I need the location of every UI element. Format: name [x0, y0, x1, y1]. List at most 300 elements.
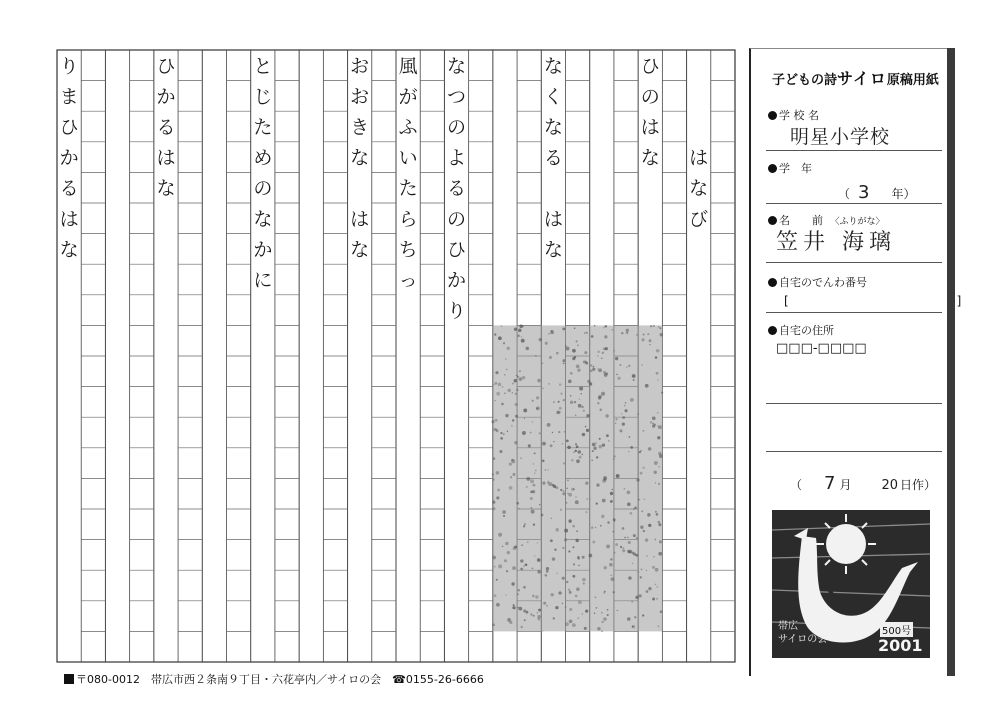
smudge-speck [652, 566, 655, 569]
smudge-speck [492, 500, 495, 503]
smudge-speck [658, 521, 661, 524]
smudge-speck [565, 345, 566, 346]
smudge-speck [500, 432, 502, 434]
smudge-speck [568, 380, 572, 384]
smudge-speck [505, 542, 508, 545]
smudge-speck [492, 473, 494, 475]
smudge-speck [583, 410, 585, 412]
smudge-speck [511, 459, 514, 462]
smudge-speck [640, 526, 643, 529]
smudge-speck [617, 610, 618, 611]
square-icon [64, 674, 74, 684]
smudge-speck [534, 472, 535, 473]
smudge-speck [592, 368, 595, 371]
smudge-speck [507, 431, 509, 433]
smudge-speck [596, 442, 597, 443]
smudge-speck [530, 491, 533, 494]
smudge-speck [512, 392, 514, 394]
smudge-speck [647, 513, 650, 516]
manuscript-char: り [59, 55, 79, 78]
smudge-speck [603, 617, 606, 620]
smudge-speck [493, 507, 496, 510]
smudge-speck [655, 568, 659, 572]
smudge-speck [539, 504, 541, 506]
smudge-speck [585, 361, 587, 363]
smudge-speck [568, 589, 570, 591]
smudge-speck [492, 623, 495, 626]
smudge-speck [495, 429, 497, 431]
smudge-speck [584, 332, 586, 334]
smudge-speck [543, 602, 546, 605]
manuscript-char: ら [398, 208, 418, 231]
smudge-speck [585, 481, 588, 484]
smudge-speck [657, 412, 659, 414]
smudge-speck [566, 347, 570, 351]
smudge-speck [493, 384, 494, 385]
manuscript-char: る [543, 147, 563, 170]
smudge-speck [568, 519, 571, 522]
smudge-speck [562, 359, 565, 362]
smudge-speck [524, 619, 526, 621]
smudge-speck [521, 336, 522, 337]
smudge-speck [506, 369, 508, 371]
smudge-speck [601, 357, 603, 359]
smudge-speck [512, 382, 514, 384]
smudge-speck [601, 392, 605, 396]
smudge-speck [592, 450, 594, 452]
divider [766, 203, 942, 204]
smudge-speck [548, 482, 552, 486]
smudge-speck [640, 576, 642, 578]
address-line [766, 403, 942, 404]
smudge-speck [608, 440, 610, 442]
manuscript-char: か [156, 85, 176, 108]
smudge-speck [640, 450, 642, 452]
smudge-speck [550, 330, 554, 334]
smudge-speck [598, 395, 601, 398]
smudge-speck [526, 477, 530, 481]
smudge-speck [522, 376, 525, 379]
smudge-speck [596, 483, 599, 486]
manuscript-char: く [543, 85, 563, 108]
smudge-speck [560, 509, 562, 511]
smudge-speck [610, 500, 613, 503]
smudge-speck [569, 591, 572, 594]
smudge-speck [628, 451, 629, 452]
manuscript-char: か [253, 238, 273, 261]
smudge-speck [530, 432, 532, 434]
smudge-speck [586, 332, 588, 334]
smudge-speck [538, 618, 540, 620]
manuscript-char: お [350, 55, 370, 78]
smudge-speck [625, 409, 628, 412]
manuscript-char: の [640, 85, 660, 108]
smudge-speck [653, 556, 654, 557]
school-label: 学 校 名 [768, 107, 819, 123]
smudge-speck [593, 447, 596, 450]
smudge-speck [655, 356, 658, 359]
smudge-speck [524, 524, 526, 526]
smudge-speck [649, 344, 650, 345]
smudge-speck [509, 621, 512, 624]
smudge-speck [615, 418, 617, 420]
divider [766, 150, 942, 151]
smudge-speck [500, 437, 503, 440]
smudge-speck [578, 450, 581, 453]
smudge-texture [491, 325, 663, 633]
smudge-speck [613, 518, 616, 521]
smudge-speck [521, 544, 523, 546]
smudge-speck [553, 401, 555, 403]
smudge-speck [562, 603, 564, 605]
smudge-speck [591, 460, 592, 461]
smudge-speck [523, 566, 524, 567]
smudge-speck [498, 383, 502, 387]
smudge-speck [494, 400, 496, 402]
smudge-speck [613, 350, 614, 351]
smudge-speck [515, 393, 517, 395]
smudge-speck [509, 462, 512, 465]
smudge-speck [582, 578, 586, 582]
smudge-speck [536, 612, 538, 614]
smudge-speck [564, 431, 566, 433]
smudge-speck [531, 507, 533, 509]
smudge-speck [554, 549, 556, 551]
smudge-speck [634, 507, 637, 510]
smudge-speck [511, 425, 512, 426]
smudge-speck [571, 459, 573, 461]
smudge-speck [597, 351, 599, 353]
smudge-speck [509, 486, 513, 490]
smudge-speck [537, 379, 541, 383]
smudge-speck [533, 484, 536, 487]
smudge-speck [639, 594, 642, 597]
smudge-speck [620, 546, 622, 548]
smudge-speck [658, 425, 662, 429]
smudge-speck [610, 577, 614, 581]
smudge-speck [514, 441, 517, 444]
smudge-speck [530, 497, 533, 500]
smudge-speck [636, 478, 639, 481]
grade-field: （ 3 年） [838, 182, 916, 203]
smudge-speck [569, 608, 572, 611]
smudge-speck [519, 377, 523, 381]
smudge-speck [535, 470, 536, 471]
smudge-speck [496, 603, 500, 607]
smudge-speck [528, 444, 531, 447]
smudge-speck [514, 379, 517, 382]
smudge-speck [542, 442, 546, 446]
smudge-speck [632, 374, 636, 378]
smudge-speck [573, 563, 575, 565]
smudge-speck [592, 443, 596, 447]
smudge-speck [602, 499, 606, 503]
name-label: 名 前 〈ふりがな〉 [768, 212, 885, 228]
smudge-speck [533, 463, 534, 464]
smudge-speck [534, 556, 535, 557]
smudge-speck [613, 531, 614, 532]
smudge-speck [596, 607, 598, 609]
manuscript-char: ひ [156, 55, 176, 78]
smudge-speck [585, 511, 587, 513]
manuscript-char: つ [447, 85, 467, 108]
manuscript-char: な [543, 55, 563, 78]
smudge-speck [656, 598, 658, 600]
smudge-speck [496, 496, 499, 499]
smudge-speck [524, 563, 527, 566]
smudge-speck [597, 627, 601, 631]
smudge-area [493, 325, 663, 631]
manuscript-char: な [447, 55, 467, 78]
smudge-speck [657, 425, 658, 426]
smudge-speck [533, 615, 535, 617]
name-value: 笠井 海璃 [776, 230, 896, 255]
smudge-speck [656, 372, 659, 375]
smudge-speck [542, 630, 543, 631]
manuscript-char: な [640, 147, 660, 170]
smudge-speck [606, 434, 609, 437]
smudge-speck [582, 433, 585, 436]
smudge-speck [617, 377, 620, 380]
bullet-icon [768, 111, 777, 120]
smudge-speck [654, 471, 657, 474]
smudge-speck [629, 436, 631, 438]
smudge-speck [572, 349, 576, 353]
title-brand: サイロ [837, 69, 887, 88]
manuscript-char: な [253, 208, 273, 231]
smudge-speck [647, 333, 649, 335]
smudge-speck [523, 409, 527, 413]
smudge-speck [539, 338, 542, 341]
smudge-speck [523, 609, 526, 612]
smudge-speck [574, 401, 576, 403]
smudge-speck [584, 351, 587, 354]
smudge-speck [627, 502, 631, 506]
smudge-speck [603, 327, 604, 328]
date-month: 7 [824, 473, 836, 494]
divider [766, 312, 942, 313]
date-field: （ 7 月 20 日作） [790, 473, 937, 494]
smudge-speck [535, 355, 536, 356]
smudge-speck [641, 568, 643, 570]
smudge-speck [506, 346, 510, 350]
smudge-speck [627, 491, 631, 495]
smudge-speck [658, 326, 659, 327]
footer-address: 〒080-0012 帯広市西２条南９丁目・六花亭内／サイロの会 ☎0155-26-6666 [64, 671, 484, 687]
smudge-speck [546, 605, 548, 607]
smudge-speck [622, 416, 625, 419]
smudge-speck [622, 547, 624, 549]
smudge-speck [573, 488, 575, 490]
smudge-speck [589, 554, 593, 558]
smudge-speck [596, 502, 598, 504]
smudge-speck [582, 613, 583, 614]
smudge-speck [567, 446, 570, 449]
smudge-speck [545, 342, 548, 345]
smudge-speck [499, 450, 502, 453]
smudge-speck [572, 575, 575, 578]
smudge-speck [566, 439, 569, 442]
title-prefix: 子どもの詩 [772, 73, 838, 88]
smudge-speck [505, 414, 508, 417]
smudge-speck [610, 575, 612, 577]
smudge-speck [532, 421, 534, 423]
smudge-speck [576, 364, 580, 368]
manuscript-char: と [253, 55, 273, 78]
smudge-speck [491, 420, 494, 423]
smudge-speck [505, 594, 506, 595]
smudge-speck [654, 461, 658, 465]
smudge-speck [607, 614, 609, 616]
smudge-speck [642, 338, 645, 341]
smudge-speck [532, 400, 534, 402]
smudge-speck [511, 582, 514, 585]
smudge-speck [626, 332, 629, 335]
smudge-speck [562, 577, 565, 580]
manuscript-char: は [689, 147, 709, 170]
bullet-icon [768, 164, 777, 173]
form-title [772, 66, 939, 89]
smudge-speck [574, 450, 577, 453]
smudge-speck [514, 328, 517, 331]
manuscript-char: っ [398, 269, 418, 292]
smudge-speck [638, 499, 640, 501]
smudge-speck [658, 552, 662, 556]
smudge-speck [633, 552, 636, 555]
smudge-speck [516, 502, 519, 505]
smudge-speck [578, 404, 582, 408]
date-day: 20 [881, 478, 899, 493]
smudge-speck [601, 515, 605, 519]
zip-code-boxes: □□□-□□□□ [776, 341, 867, 356]
address-label: 自宅の住所 [768, 322, 834, 338]
smudge-speck [524, 418, 525, 419]
address-line [766, 451, 942, 452]
smudge-speck [596, 456, 598, 458]
smudge-speck [502, 386, 504, 388]
smudge-speck [558, 591, 561, 594]
smudge-speck [575, 500, 579, 504]
smudge-speck [659, 540, 662, 543]
smudge-speck [545, 574, 547, 576]
smudge-speck [502, 546, 504, 548]
smudge-speck [498, 533, 502, 537]
smudge-speck [565, 622, 569, 626]
smudge-speck [576, 587, 580, 591]
smudge-speck [518, 508, 519, 509]
smudge-speck [548, 333, 549, 334]
smudge-speck [556, 573, 557, 574]
smudge-speck [492, 457, 495, 460]
smudge-speck [548, 481, 549, 482]
smudge-speck [576, 459, 580, 463]
manuscript-char: な [689, 177, 709, 200]
smudge-speck [507, 551, 510, 554]
smudge-speck [626, 329, 629, 332]
smudge-speck [581, 393, 582, 394]
smudge-speck [655, 482, 656, 483]
smudge-speck [496, 392, 500, 396]
smudge-speck [536, 396, 539, 399]
bullet-icon [768, 326, 777, 335]
smudge-speck [542, 459, 545, 462]
smudge-speck [645, 384, 649, 388]
smudge-speck [538, 609, 541, 612]
smudge-speck [555, 606, 558, 609]
smudge-speck [625, 402, 627, 404]
manuscript-char: な [156, 177, 176, 200]
smudge-speck [626, 366, 628, 368]
manuscript-char: り [447, 300, 467, 323]
smudge-speck [615, 543, 618, 546]
smudge-speck [492, 556, 496, 560]
smudge-speck [578, 565, 580, 567]
smudge-speck [599, 409, 601, 411]
smudge-speck [659, 327, 661, 329]
smudge-speck [611, 329, 613, 331]
smudge-speck [526, 486, 528, 488]
smudge-speck [558, 431, 560, 433]
smudge-speck [630, 512, 633, 515]
manuscript-char: る [447, 177, 467, 200]
smudge-speck [613, 591, 615, 593]
smudge-speck [657, 379, 659, 381]
smudge-speck [643, 467, 645, 469]
smudge-speck [515, 415, 518, 418]
smudge-speck [522, 431, 526, 435]
smudge-speck [637, 413, 639, 415]
smudge-speck [517, 334, 520, 337]
smudge-speck [643, 334, 645, 336]
smudge-speck [503, 515, 505, 517]
smudge-speck [652, 598, 655, 601]
smudge-speck [535, 595, 538, 598]
smudge-speck [539, 432, 541, 434]
smudge-speck [566, 581, 568, 583]
smudge-speck [520, 559, 523, 562]
manuscript-char: は [156, 147, 176, 170]
phone-label: 自宅のでんわ番号 [768, 274, 867, 290]
smudge-speck [619, 429, 622, 432]
bullet-icon [768, 278, 777, 287]
smudge-speck [501, 325, 503, 327]
smudge-speck [542, 388, 543, 389]
smudge-speck [622, 527, 625, 530]
manuscript-char: な [543, 238, 563, 261]
smudge-speck [516, 389, 519, 392]
furigana-label: 〈ふりがな〉 [830, 217, 885, 227]
smudge-speck [523, 326, 524, 327]
smudge-speck [619, 364, 621, 366]
smudge-speck [634, 616, 636, 618]
smudge-speck [652, 425, 655, 428]
smudge-speck [658, 523, 661, 526]
manuscript-char: な [59, 238, 79, 261]
smudge-speck [504, 559, 507, 562]
manuscript-char: な [543, 116, 563, 139]
smudge-speck [552, 557, 555, 560]
smudge-speck [582, 454, 584, 456]
smudge-speck [636, 334, 637, 335]
smudge-speck [628, 541, 631, 544]
smudge-speck [601, 630, 603, 632]
smudge-speck [503, 342, 505, 344]
smudge-speck [579, 387, 583, 391]
smudge-speck [642, 430, 644, 432]
smudge-speck [655, 511, 657, 513]
manuscript-char: る [156, 116, 176, 139]
smudge-speck [579, 399, 580, 400]
